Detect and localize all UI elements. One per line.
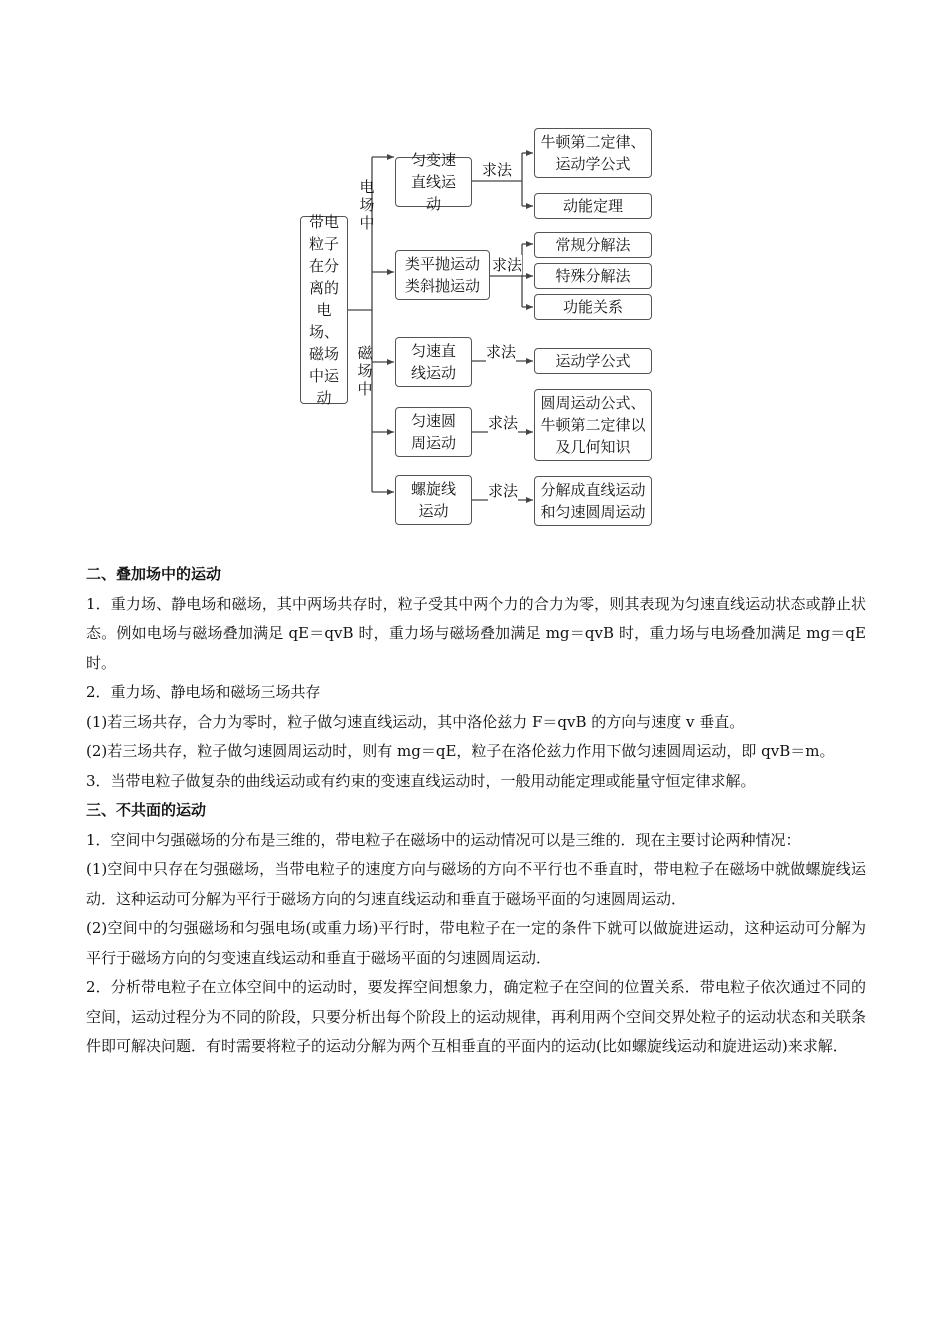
method-kinematics-label: 运动学公式 [555,352,631,370]
uniform-linear-box [395,337,472,387]
projectile-label: 类平抛运动类斜抛运动 [404,255,480,295]
helical-box [395,475,472,525]
root-box [300,213,348,407]
method-special-label: 特殊分解法 [555,267,631,285]
method-circular-box [534,389,652,461]
method-newton-label: 牛顿第二定律、运动学公式 [540,133,646,173]
section2-paragraph-3: (1)若三场共存，合力为零时，粒子做匀速直线运动，其中洛伦兹力 F＝qvB 的方向与速度 v 垂直。 [86,712,745,731]
uniform-circular-box [395,407,472,457]
section2-paragraph-5: 3．当带电粒子做复杂的曲线运动或有约束的变速直线运动时，一般用动能定理或能量守恒定律求解。 [86,771,756,790]
method-conventional-box [534,232,652,258]
section3-paragraph-2: (1)空间中只存在匀强磁场，当带电粒子的速度方向与磁场的方向不平行也不垂直时，带电粒子在磁场中就做螺旋线运动．这种运动可分解为平行于磁场方向的匀速直线运动和垂直于磁场平面的匀速圆周运动． [86,860,866,908]
method-circular-label: 圆周运动公式、牛顿第二定律以及几何知识 [540,394,646,456]
uniform-accel-label: 匀变速直线运动 [410,151,456,213]
electric-field-label: 电场中 [359,178,375,232]
helical-label: 螺旋线运动 [410,480,456,520]
section2-paragraph-2: 2．重力场、静电场和磁场三场共存 [86,683,321,701]
uniform-circular-label: 匀速圆周运动 [410,412,456,452]
method-energy-label: 动能定理 [562,197,623,215]
method-conventional-label: 常规分解法 [555,236,631,254]
section2-paragraph-4: (2)若三场共存，粒子做匀速圆周运动时，则有 mg＝qE，粒子在洛伦兹力作用下做匀速圆周运动，即 qvB＝m。 [86,742,835,760]
method-label-e1: 求法 [482,161,513,179]
section3-paragraph-1: 1．空间中匀强磁场的分布是三维的，带电粒子在磁场中的运动情况可以是三维的．现在主要讨论两种情况： [86,830,801,849]
uniform-accel-box [395,151,472,213]
section2-heading: 二、叠加场中的运动 [86,565,222,583]
document-body [86,560,866,1062]
section2-paragraph-1: 1．重力场、静电场和磁场，其中两场共存时，粒子受其中两个力的合力为零，则其表现为匀速直线运动状态或静止状态。例如电场与磁场叠加满足 qE＝qvB 时，重力场与磁场叠加满足 mg＝qvB 时，重力场与电场叠加满足 mg＝qE 时。 [86,594,866,672]
root-label: 带电粒子在分离的电场、磁场中运动 [308,213,339,407]
section3-paragraph-3: (2)空间中的匀强磁场和匀强电场(或重力场)平行时，带电粒子在一定的条件下就可以做旋进运动，这种运动可分解为平行于磁场方向的匀变速直线运动和垂直于磁场平面的匀速圆周运动． [86,919,866,967]
method-label-m2: 求法 [488,414,519,432]
method-kinematics-box [534,348,652,374]
method-energy-box [534,193,652,219]
method-label-m3: 求法 [488,482,519,500]
method-label-m1: 求法 [486,343,517,361]
section3-heading: 三、不共面的运动 [86,801,207,819]
method-decompose-label: 分解成直线运动和匀速圆周运动 [540,481,646,521]
concept-diagram [0,0,950,540]
method-decompose-box [534,476,652,526]
method-special-box [534,263,652,289]
method-label-e2: 求法 [492,256,523,274]
uniform-linear-label: 匀速直线运动 [410,342,456,382]
projectile-box [395,250,490,300]
method-newton-box [534,128,652,178]
method-work-energy-box [534,294,652,320]
magnetic-field-label: 磁场中 [357,344,373,398]
method-work-energy-label: 功能关系 [562,298,623,316]
section3-paragraph-4: 2．分析带电粒子在立体空间中的运动时，要发挥空间想象力，确定粒子在空间的位置关系．带电粒子依次通过不同的空间，运动过程分为不同的阶段，只要分析出每个阶段上的运动规律，再利用两个空间交界处粒子的运动状态和关联条件即可解决问题．有时需要将粒子的运动分解为两个互相垂直的平面内的运动(比如螺旋线运动和旋进运动)来求解． [86,978,867,1055]
